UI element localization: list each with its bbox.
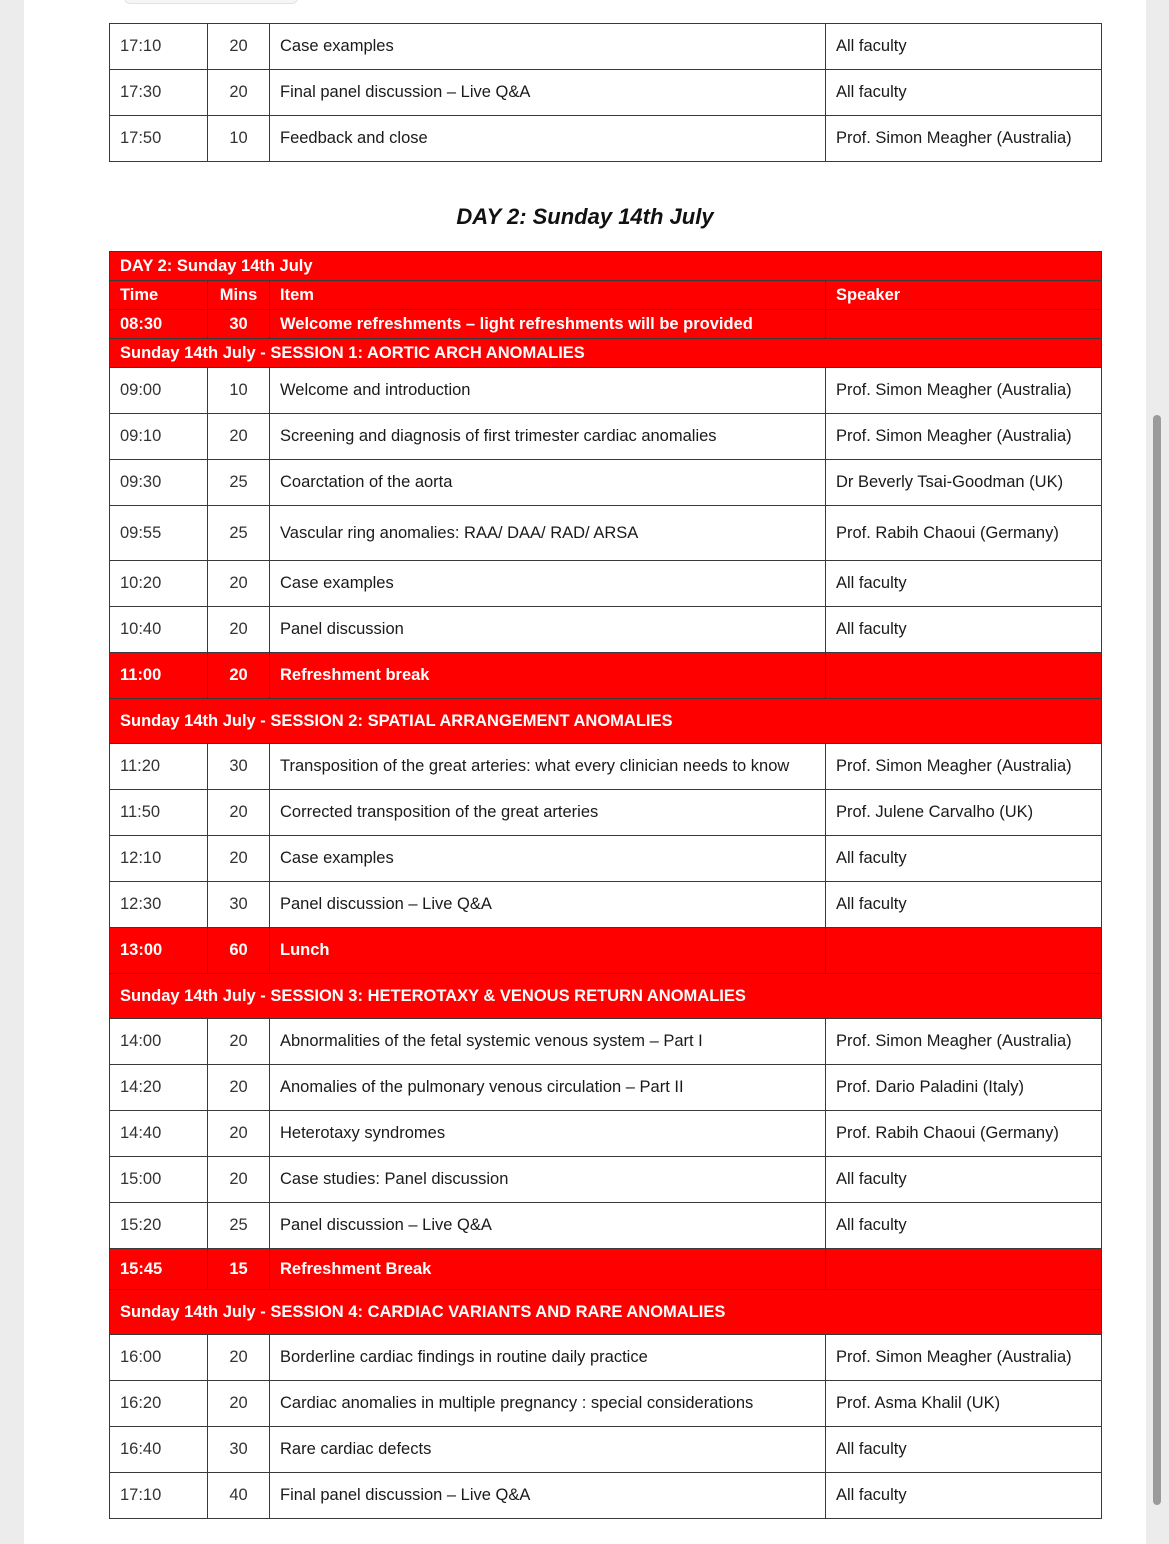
speaker-cell: All faculty — [826, 607, 1102, 653]
mins-cell: 20 — [208, 1019, 270, 1065]
time-cell: 15:00 — [110, 1157, 208, 1203]
speaker-cell: Prof. Simon Meagher (Australia) — [826, 744, 1102, 790]
time-cell: 17:50 — [110, 116, 208, 162]
table-row — [110, 368, 1102, 414]
speaker-cell: Prof. Rabih Chaoui (Germany) — [826, 1111, 1102, 1157]
session-3-title: Sunday 14th July - SESSION 3: HETEROTAXY & VENOUS RETURN ANOMALIES — [110, 974, 1102, 1019]
mins-cell: 20 — [208, 836, 270, 882]
welcome-refreshments-row — [110, 310, 1102, 339]
table-row — [110, 1203, 1102, 1249]
time-cell: 14:40 — [110, 1111, 208, 1157]
item-cell: Cardiac anomalies in multiple pregnancy : special considerations — [270, 1381, 826, 1427]
speaker-cell: Prof. Julene Carvalho (UK) — [826, 790, 1102, 836]
item-cell: Final panel discussion – Live Q&A — [270, 1473, 826, 1519]
item-cell: Case examples — [270, 24, 826, 70]
item-cell: Anomalies of the pulmonary venous circulation – Part II — [270, 1065, 826, 1111]
column-header-row — [110, 281, 1102, 310]
time-cell: 10:40 — [110, 607, 208, 653]
speaker-cell: Prof. Simon Meagher (Australia) — [826, 1335, 1102, 1381]
session-2-title: Sunday 14th July - SESSION 2: SPATIAL ARRANGEMENT ANOMALIES — [110, 699, 1102, 744]
item-cell: Case examples — [270, 836, 826, 882]
item-cell: Transposition of the great arteries: what every clinician needs to know — [270, 744, 826, 790]
mins-cell: 20 — [208, 1065, 270, 1111]
item-cell: Welcome and introduction — [270, 368, 826, 414]
day2-schedule-table — [109, 251, 1102, 1519]
day2-table-body — [110, 252, 1102, 1519]
speaker-cell: All faculty — [826, 882, 1102, 928]
item-cell: Screening and diagnosis of first trimester cardiac anomalies — [270, 414, 826, 460]
day2-heading: DAY 2: Sunday 14th July — [456, 204, 714, 229]
time-cell: 10:20 — [110, 561, 208, 607]
mins-cell: 30 — [208, 1427, 270, 1473]
session-header-row — [110, 974, 1102, 1019]
session-header-row — [110, 699, 1102, 744]
speaker-cell: All faculty — [826, 70, 1102, 116]
table-row — [110, 1381, 1102, 1427]
column-header-time: Time — [110, 281, 208, 310]
mins-cell: 20 — [208, 1381, 270, 1427]
item-cell: Panel discussion – Live Q&A — [270, 1203, 826, 1249]
time-cell: 11:00 — [110, 653, 208, 699]
column-header-mins: Mins — [208, 281, 270, 310]
mins-cell: 30 — [208, 744, 270, 790]
time-cell: 12:10 — [110, 836, 208, 882]
speaker-cell: All faculty — [826, 24, 1102, 70]
mins-cell: 10 — [208, 116, 270, 162]
time-cell: 14:00 — [110, 1019, 208, 1065]
speaker-cell — [826, 653, 1102, 699]
table-title-row — [110, 252, 1102, 281]
item-cell: Heterotaxy syndromes — [270, 1111, 826, 1157]
table-title: DAY 2: Sunday 14th July — [110, 252, 1102, 281]
item-cell: Feedback and close — [270, 116, 826, 162]
speaker-cell: Prof. Simon Meagher (Australia) — [826, 1019, 1102, 1065]
time-cell: 11:50 — [110, 790, 208, 836]
item-cell: Abnormalities of the fetal systemic venous system – Part I — [270, 1019, 826, 1065]
speaker-cell: Prof. Rabih Chaoui (Germany) — [826, 506, 1102, 561]
table-row — [110, 561, 1102, 607]
day1-schedule-table-end — [109, 23, 1102, 162]
time-cell: 15:45 — [110, 1249, 208, 1290]
time-cell: 15:20 — [110, 1203, 208, 1249]
mins-cell: 20 — [208, 1335, 270, 1381]
session-4-title: Sunday 14th July - SESSION 4: CARDIAC VARIANTS AND RARE ANOMALIES — [110, 1290, 1102, 1335]
session-header-row — [110, 339, 1102, 368]
item-cell: Borderline cardiac findings in routine daily practice — [270, 1335, 826, 1381]
mins-cell: 25 — [208, 506, 270, 561]
speaker-cell — [826, 1249, 1102, 1290]
speaker-cell: All faculty — [826, 1473, 1102, 1519]
speaker-cell: All faculty — [826, 561, 1102, 607]
lunch-row — [110, 928, 1102, 974]
mins-cell: 20 — [208, 1157, 270, 1203]
mins-cell: 30 — [208, 310, 270, 339]
mins-cell: 25 — [208, 460, 270, 506]
speaker-cell: All faculty — [826, 1157, 1102, 1203]
time-cell: 12:30 — [110, 882, 208, 928]
table-row — [110, 1335, 1102, 1381]
column-header-item: Item — [270, 281, 826, 310]
table-row — [110, 1019, 1102, 1065]
speaker-cell: All faculty — [826, 1427, 1102, 1473]
mins-cell: 20 — [208, 790, 270, 836]
mins-cell: 20 — [208, 653, 270, 699]
item-cell: Corrected transposition of the great arteries — [270, 790, 826, 836]
time-cell: 17:10 — [110, 24, 208, 70]
mins-cell: 20 — [208, 414, 270, 460]
speaker-cell: Dr Beverly Tsai-Goodman (UK) — [826, 460, 1102, 506]
mins-cell: 20 — [208, 24, 270, 70]
session-1-title: Sunday 14th July - SESSION 1: AORTIC ARCH ANOMALIES — [110, 339, 1102, 368]
mins-cell: 20 — [208, 1111, 270, 1157]
item-cell: Refreshment break — [270, 653, 826, 699]
time-cell: 17:10 — [110, 1473, 208, 1519]
mins-cell: 20 — [208, 70, 270, 116]
table-row — [110, 1111, 1102, 1157]
refreshment-break-row — [110, 653, 1102, 699]
table-row — [110, 1473, 1102, 1519]
time-cell: 17:30 — [110, 70, 208, 116]
page-top-tab — [124, 0, 298, 4]
mins-cell: 20 — [208, 561, 270, 607]
session-header-row — [110, 1290, 1102, 1335]
table-row — [110, 1427, 1102, 1473]
mins-cell: 20 — [208, 607, 270, 653]
mins-cell: 60 — [208, 928, 270, 974]
table-row — [110, 882, 1102, 928]
time-cell: 14:20 — [110, 1065, 208, 1111]
table-row — [110, 506, 1102, 561]
speaker-cell: All faculty — [826, 836, 1102, 882]
item-cell: Refreshment Break — [270, 1249, 826, 1290]
table-row — [110, 414, 1102, 460]
table-row — [110, 1157, 1102, 1203]
table-row — [110, 607, 1102, 653]
item-cell: Welcome refreshments – light refreshments will be provided — [270, 310, 826, 339]
speaker-cell: Prof. Simon Meagher (Australia) — [826, 368, 1102, 414]
speaker-cell — [826, 928, 1102, 974]
time-cell: 16:40 — [110, 1427, 208, 1473]
mins-cell: 10 — [208, 368, 270, 414]
time-cell: 11:20 — [110, 744, 208, 790]
item-cell: Vascular ring anomalies: RAA/ DAA/ RAD/ ARSA — [270, 506, 826, 561]
speaker-cell: Prof. Simon Meagher (Australia) — [826, 414, 1102, 460]
time-cell: 09:00 — [110, 368, 208, 414]
table-row — [110, 836, 1102, 882]
refreshment-break-row — [110, 1249, 1102, 1290]
item-cell: Case examples — [270, 561, 826, 607]
mins-cell: 15 — [208, 1249, 270, 1290]
table-row — [110, 790, 1102, 836]
item-cell: Panel discussion – Live Q&A — [270, 882, 826, 928]
time-cell: 09:55 — [110, 506, 208, 561]
mins-cell: 25 — [208, 1203, 270, 1249]
table-row — [110, 460, 1102, 506]
item-cell: Final panel discussion – Live Q&A — [270, 70, 826, 116]
table-row — [110, 24, 1102, 70]
item-cell: Case studies: Panel discussion — [270, 1157, 826, 1203]
time-cell: 16:00 — [110, 1335, 208, 1381]
time-cell: 09:30 — [110, 460, 208, 506]
speaker-cell: All faculty — [826, 1203, 1102, 1249]
item-cell: Panel discussion — [270, 607, 826, 653]
item-cell: Coarctation of the aorta — [270, 460, 826, 506]
column-header-speaker: Speaker — [826, 281, 1102, 310]
speaker-cell: Prof. Simon Meagher (Australia) — [826, 116, 1102, 162]
speaker-cell: Prof. Dario Paladini (Italy) — [826, 1065, 1102, 1111]
day1-table-body — [110, 24, 1102, 162]
item-cell: Rare cardiac defects — [270, 1427, 826, 1473]
table-row — [110, 744, 1102, 790]
mins-cell: 30 — [208, 882, 270, 928]
item-cell: Lunch — [270, 928, 826, 974]
speaker-cell: Prof. Asma Khalil (UK) — [826, 1381, 1102, 1427]
mins-cell: 40 — [208, 1473, 270, 1519]
time-cell: 16:20 — [110, 1381, 208, 1427]
table-row — [110, 116, 1102, 162]
table-row — [110, 1065, 1102, 1111]
table-row — [110, 70, 1102, 116]
vertical-scrollbar[interactable] — [1153, 415, 1161, 1505]
speaker-cell — [826, 310, 1102, 339]
time-cell: 08:30 — [110, 310, 208, 339]
document-page — [24, 0, 1146, 1544]
time-cell: 09:10 — [110, 414, 208, 460]
time-cell: 13:00 — [110, 928, 208, 974]
